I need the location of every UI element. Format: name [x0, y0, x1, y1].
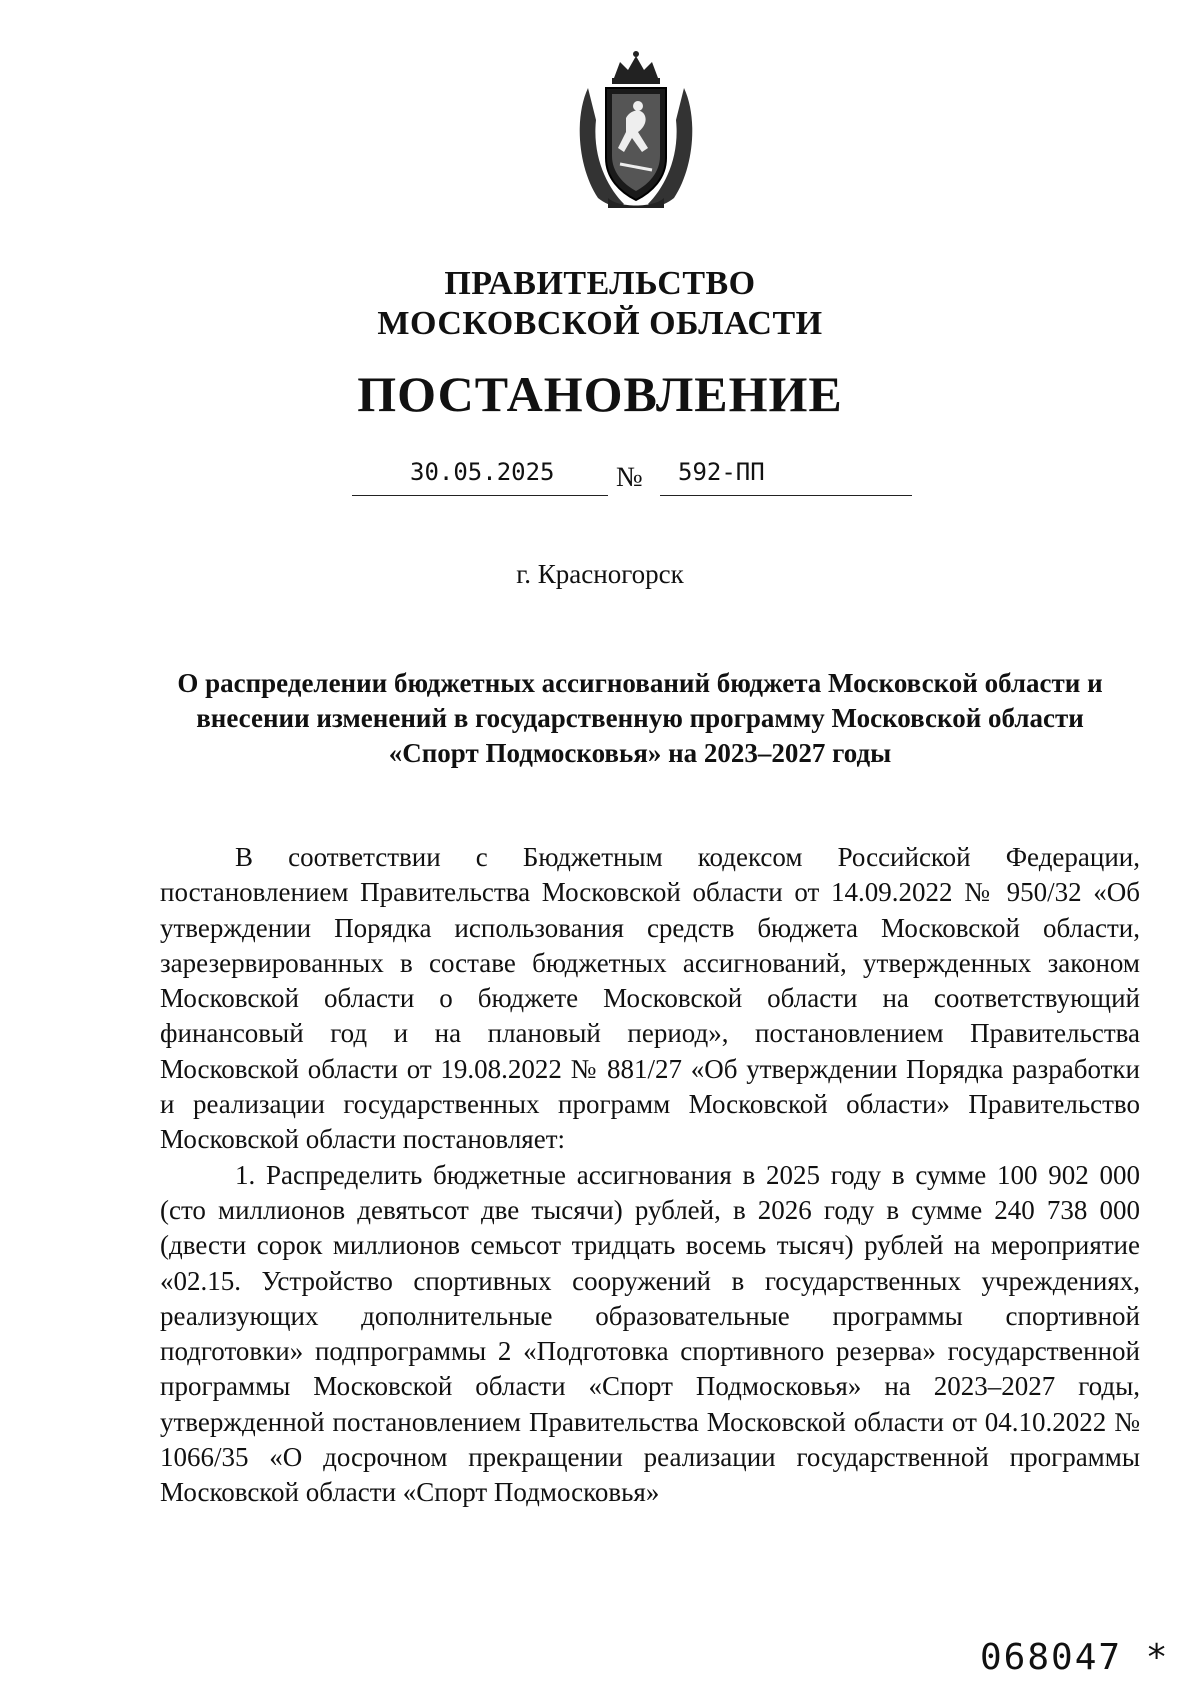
document-type-title: ПОСТАНОВЛЕНИЕ	[357, 366, 843, 422]
document-subject: О распределении бюджетных ассигнований бюджета Московской области и внесении изменений в государственную программу Московской области «Спорт Подмосковья» на 2023–2027 годы	[177, 668, 1103, 768]
coat-of-arms-icon	[568, 48, 704, 214]
serial-number	[980, 1636, 1169, 1680]
org-name-line1: ПРАВИТЕЛЬСТВО	[444, 265, 756, 302]
serial-number-value: 068047	[980, 1637, 1123, 1678]
document-number: 592-ПП	[678, 458, 765, 486]
date-underline	[352, 495, 608, 496]
body-paragraph-preamble: В соответствии с Бюджетным кодексом Российской Федерации, постановлением Правительства Московской области от 14.09.2022 № 950/32 «Об утверждении Порядка использования средств бюджета Московской области, зарезервированных в составе бюджетных ассигнований, утвержденных законом Московской области о бюджете Московской области на соответствующий финансовый год и на плановый период», постановлением Правительства Московской области от 19.08.2022 № 881/27 «Об утверждении Порядка разработки и реализации государственных программ Московской области» Правительство Московской области постановляет:	[160, 842, 1140, 1155]
number-sign: №	[616, 462, 643, 493]
number-underline	[660, 495, 912, 496]
body-paragraph-item-1: 1. Распределить бюджетные ассигнования в 2025 году в сумме 100 902 000 (сто миллионов девятьсот две тысячи) рублей, в 2026 году в сумме 240 738 000 (двести сорок миллионов семьсот тридцать восемь тысяч) рублей на мероприятие «02.15. Устройство спортивных сооружений в государственных учреждениях, реализующих дополнительные образовательные программы спортивной подготовки» подпрограммы 2 «Подготовка спортивного резерва» государственной программы Московской области «Спорт Подмосковья» на 2023–2027 годы, утвержденной постановлением Правительства Московской области от 04.10.2022 № 1066/35 «О досрочном прекращении реализации государственной программы Московской области «Спорт Подмосковья»	[160, 1159, 1140, 1508]
document-body	[160, 840, 1140, 1511]
document-city: г. Красногорск	[516, 559, 684, 589]
org-name-line2: МОСКОВСКОЙ ОБЛАСТИ	[377, 305, 823, 342]
document-date: 30.05.2025	[410, 458, 555, 486]
serial-mark: *	[1145, 1637, 1170, 1678]
